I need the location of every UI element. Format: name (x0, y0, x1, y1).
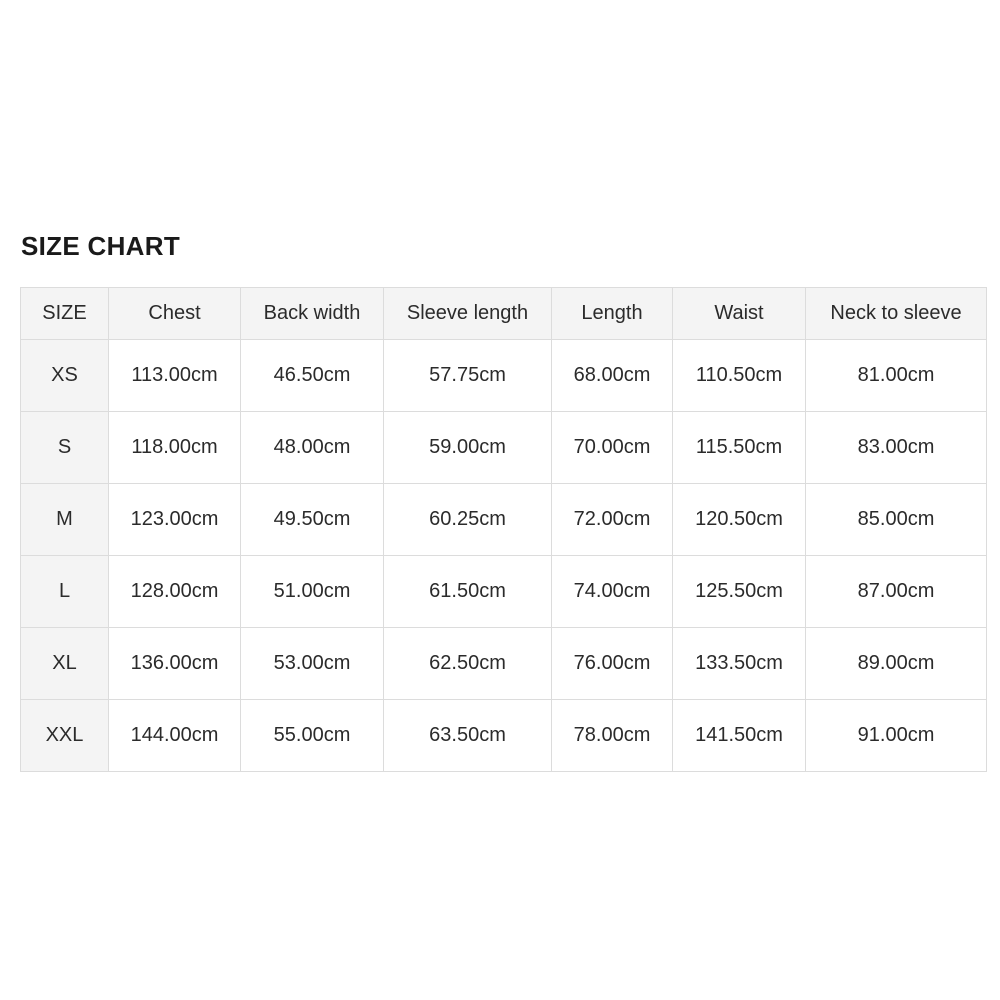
sleeve-length-value: 60.25cm (384, 484, 552, 556)
length-value: 76.00cm (552, 628, 673, 700)
back-width-value: 53.00cm (241, 628, 384, 700)
chest-value: 128.00cm (109, 556, 241, 628)
page-title: SIZE CHART (21, 231, 180, 261)
chest-value: 136.00cm (109, 628, 241, 700)
sleeve-length-value: 61.50cm (384, 556, 552, 628)
size-label: S (21, 412, 109, 484)
header-sleeve-length: Sleeve length (384, 288, 552, 340)
sleeve-length-value: 59.00cm (384, 412, 552, 484)
waist-value: 125.50cm (673, 556, 806, 628)
table-row (21, 628, 987, 700)
header-waist: Waist (673, 288, 806, 340)
neck-to-sleeve-value: 85.00cm (806, 484, 987, 556)
back-width-value: 49.50cm (241, 484, 384, 556)
table-header (21, 288, 987, 340)
length-value: 78.00cm (552, 700, 673, 772)
chest-value: 113.00cm (109, 340, 241, 412)
length-value: 68.00cm (552, 340, 673, 412)
waist-value: 115.50cm (673, 412, 806, 484)
waist-value: 110.50cm (673, 340, 806, 412)
back-width-value: 55.00cm (241, 700, 384, 772)
neck-to-sleeve-value: 83.00cm (806, 412, 987, 484)
table-row (21, 700, 987, 772)
sleeve-length-value: 62.50cm (384, 628, 552, 700)
header-size: SIZE (21, 288, 109, 340)
neck-to-sleeve-value: 81.00cm (806, 340, 987, 412)
size-chart-table (20, 287, 987, 772)
header-length: Length (552, 288, 673, 340)
waist-value: 141.50cm (673, 700, 806, 772)
chest-value: 118.00cm (109, 412, 241, 484)
header-chest: Chest (109, 288, 241, 340)
length-value: 74.00cm (552, 556, 673, 628)
size-label: L (21, 556, 109, 628)
waist-value: 133.50cm (673, 628, 806, 700)
neck-to-sleeve-value: 91.00cm (806, 700, 987, 772)
header-neck-to-sleeve: Neck to sleeve (806, 288, 987, 340)
length-value: 72.00cm (552, 484, 673, 556)
back-width-value: 51.00cm (241, 556, 384, 628)
sleeve-length-value: 63.50cm (384, 700, 552, 772)
chest-value: 144.00cm (109, 700, 241, 772)
neck-to-sleeve-value: 87.00cm (806, 556, 987, 628)
chest-value: 123.00cm (109, 484, 241, 556)
length-value: 70.00cm (552, 412, 673, 484)
table-row (21, 412, 987, 484)
size-label: XXL (21, 700, 109, 772)
sleeve-length-value: 57.75cm (384, 340, 552, 412)
back-width-value: 48.00cm (241, 412, 384, 484)
header-row (21, 288, 987, 340)
size-label: XL (21, 628, 109, 700)
header-back-width: Back width (241, 288, 384, 340)
size-label: M (21, 484, 109, 556)
waist-value: 120.50cm (673, 484, 806, 556)
neck-to-sleeve-value: 89.00cm (806, 628, 987, 700)
table-row (21, 556, 987, 628)
back-width-value: 46.50cm (241, 340, 384, 412)
table-body (21, 340, 987, 772)
size-label: XS (21, 340, 109, 412)
table-row (21, 484, 987, 556)
table-row (21, 340, 987, 412)
